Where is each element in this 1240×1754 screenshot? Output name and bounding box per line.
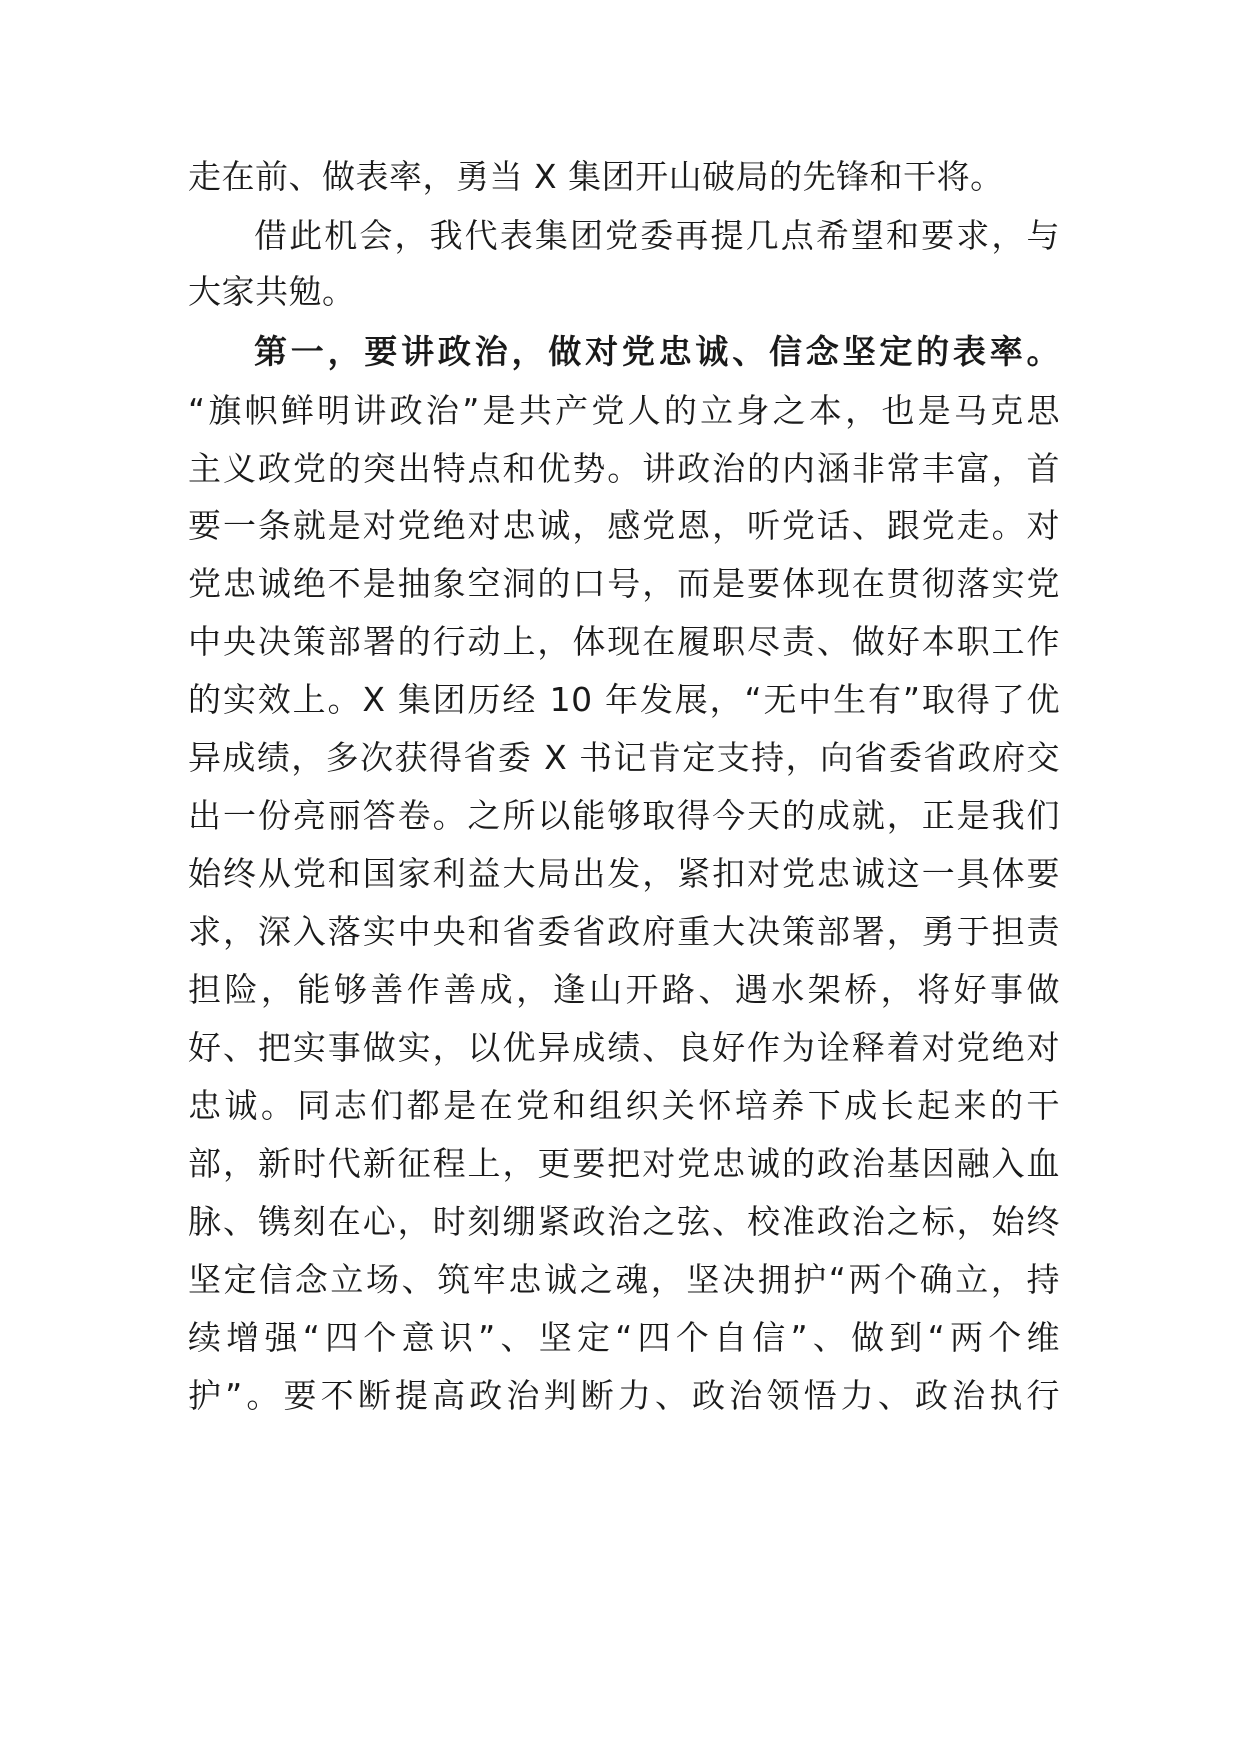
text-line: 好、把实事做实，以优异成绩、良好作为诠释着对党绝对: [188, 1028, 1060, 1067]
paragraph-first-line: 借此机会，我代表集团党委再提几点希望和要求，与: [254, 216, 1060, 255]
text-line: 主义政党的突出特点和优势。讲政治的内涵非常丰富，首: [188, 449, 1060, 488]
text-line: 要一条就是对党绝对忠诚，感党恩，听党话、跟党走。对: [188, 506, 1060, 545]
text-line: 走在前、做表率，勇当 X 集团开山破局的先锋和干将。: [188, 157, 1004, 196]
text-line: 异成绩，多次获得省委 X 书记肯定支持，向省委省政府交: [188, 738, 1060, 777]
text-line: 中央决策部署的行动上，体现在履职尽责、做好本职工作: [188, 622, 1060, 661]
text-line: 坚定信念立场、筑牢忠诚之魂，坚决拥护“两个确立，持: [188, 1260, 1060, 1299]
text-line: 出一份亮丽答卷。之所以能够取得今天的成就，正是我们: [188, 796, 1060, 835]
text-line: 的实效上。X 集团历经 10 年发展，“无中生有”取得了优: [188, 680, 1060, 719]
text-line: 始终从党和国家利益大局出发，紧扣对党忠诚这一具体要: [188, 854, 1060, 893]
section-heading-number: 第一，: [254, 332, 365, 371]
text-line: 护”。要不断提高政治判断力、政治领悟力、政治执行: [188, 1376, 1060, 1415]
text-line: 忠诚。同志们都是在党和组织关怀培养下成长起来的干: [188, 1086, 1060, 1125]
section-heading-line: [254, 330, 1060, 374]
text-line: 部，新时代新征程上，更要把对党忠诚的政治基因融入血: [188, 1144, 1060, 1183]
text-line: 续增强“四个意识”、坚定“四个自信”、做到“两个维: [188, 1318, 1060, 1357]
text-line: 党忠诚绝不是抽象空洞的口号，而是要体现在贯彻落实党: [188, 564, 1060, 603]
text-line: 求，深入落实中央和省委省政府重大决策部署，勇于担责: [188, 912, 1060, 951]
text-line: 脉、镌刻在心，时刻绷紧政治之弦、校准政治之标，始终: [188, 1202, 1060, 1241]
text-line: 担险，能够善作善成，逢山开路、遇水架桥，将好事做: [188, 970, 1060, 1009]
text-line: 大家共勉。: [188, 272, 356, 311]
text-line: “旗帜鲜明讲政治”是共产党人的立身之本，也是马克思: [188, 391, 1060, 430]
section-heading-title: 要讲政治，做对党忠诚、信念坚定的表率。: [364, 332, 1061, 371]
